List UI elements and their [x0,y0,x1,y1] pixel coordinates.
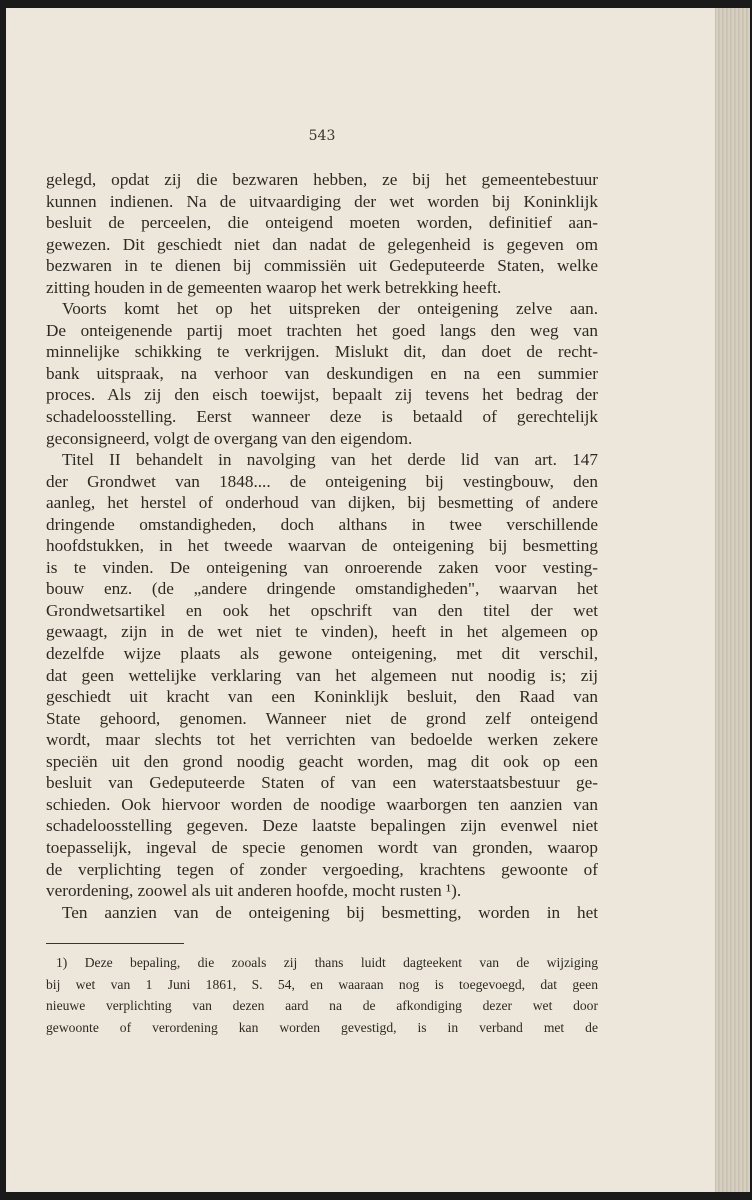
text-line: dringende omstandigheden, doch althans in twee verschillende [46,514,598,534]
text-line: proces. Als zij den eisch toewijst, bepaalt zij tevens het bedrag der [46,385,598,405]
text-line: hoofdstukken, in het tweede waarvan de onteigening bij besmetting [46,536,598,556]
text-line: besluit de perceelen, die onteigend moeten worden, definitief aan- [46,213,598,233]
footnote-line: bij wet van 1 Juni 1861, S. 54, en waaraan nog is toegevoegd, dat geen [46,976,598,992]
text-line: toepasselijk, ingeval de specie genomen wordt van gronden, waarop [46,837,598,857]
footnote-line: gewoonte of verordening kan worden gevestigd, is in verband met de [46,1019,598,1035]
text-line: schadeloosstelling gegeven. Deze laatste bepalingen zijn evenwel niet [46,816,598,836]
text-line: gewezen. Dit geschiedt niet dan nadat de gelegenheid is gegeven om [46,234,598,254]
text-line: geschiedt uit kracht van een Koninklijk besluit, den Raad van [46,687,598,707]
book-page [6,8,750,1192]
text-line: Voorts komt het op het uitspreken der onteigening zelve aan. [62,299,598,319]
text-line: State gehoord, genomen. Wanneer niet de grond zelf onteigend [46,708,598,728]
text-line: Titel II behandelt in navolging van het derde lid van art. 147 [62,450,598,470]
footnote-line: 1) Deze bepaling, die zooals zij thans luidt dagteekent van de wijziging [56,955,598,970]
text-line: minnelijke schikking te verkrijgen. Mislukt dit, dan doet de recht- [46,342,598,362]
text-line: besluit van Gedeputeerde Staten of van een waterstaatsbestuur ge- [46,773,598,793]
body-text [46,169,598,923]
text-line: zitting houden in de gemeenten waarop het werk betrekking heeft. [46,277,502,297]
text-line: is te vinden. De onteigening van onroerende zaken voor vesting- [46,557,598,577]
text-line: gelegd, opdat zij die bezwaren hebben, ze bij het gemeentebestuur [46,170,598,189]
text-line: Grondwetsartikel en ook het opschrift van den titel der wet [46,600,598,620]
text-line: bouw enz. (de „andere dringende omstandigheden", waarvan het [46,579,598,599]
text-line: geconsigneerd, volgt de overgang van den eigendom. [46,428,413,448]
text-line: gewaagt, zijn in de wet niet te vinden), heeft in het algemeen op [46,622,598,642]
text-line: dezelfde wijze plaats als gewone onteigening, met dit verschil, [46,644,598,664]
text-line: speciën uit den grond noodig geacht worden, mag dit ook op een [46,751,598,771]
footnote-rule [46,943,184,944]
text-line: der Grondwet van 1848.... de onteigening bij vestingbouw, den [46,471,598,491]
text-line: wordt, maar slechts tot het verrichten van bedoelde werken zekere [46,730,598,750]
text-line: Ten aanzien van de onteigening bij besmetting, worden in het [62,902,598,922]
text-line: bank uitspraak, na verhoor van deskundigen en na een summier [46,363,598,383]
text-line: verordening, zoowel als uit anderen hoofde, mocht rusten ¹). [46,881,462,901]
text-line: De onteigenende partij moet trachten het goed langs den weg van [46,320,598,340]
text-line: aanleg, het herstel of onderhoud van dijken, bij besmetting of andere [46,493,598,513]
footnote [46,952,598,1038]
text-line: de verplichting tegen of zonder vergoeding, krachtens gewoonte of [46,859,598,879]
text-line: kunnen indienen. Na de uitvaardiging der wet worden bij Koninklijk [46,191,598,211]
footnote-line: nieuwe verplichting van dezen aard na de afkondiging dezer wet door [46,998,598,1013]
text-line: bezwaren in te dienen bij commissiën uit Gedeputeerde Staten, welke [46,256,598,276]
text-line: schieden. Ook hiervoor worden de noodige waarborgen ten aanzien van [46,794,598,814]
page-number: 543 [308,128,336,144]
text-line: schadeloosstelling. Eerst wanneer deze is betaald of gerechtelijk [46,407,598,427]
page-edge [715,8,750,1192]
text-line: dat geen wettelijke verklaring van het algemeen nut noodig is; zij [46,665,598,685]
